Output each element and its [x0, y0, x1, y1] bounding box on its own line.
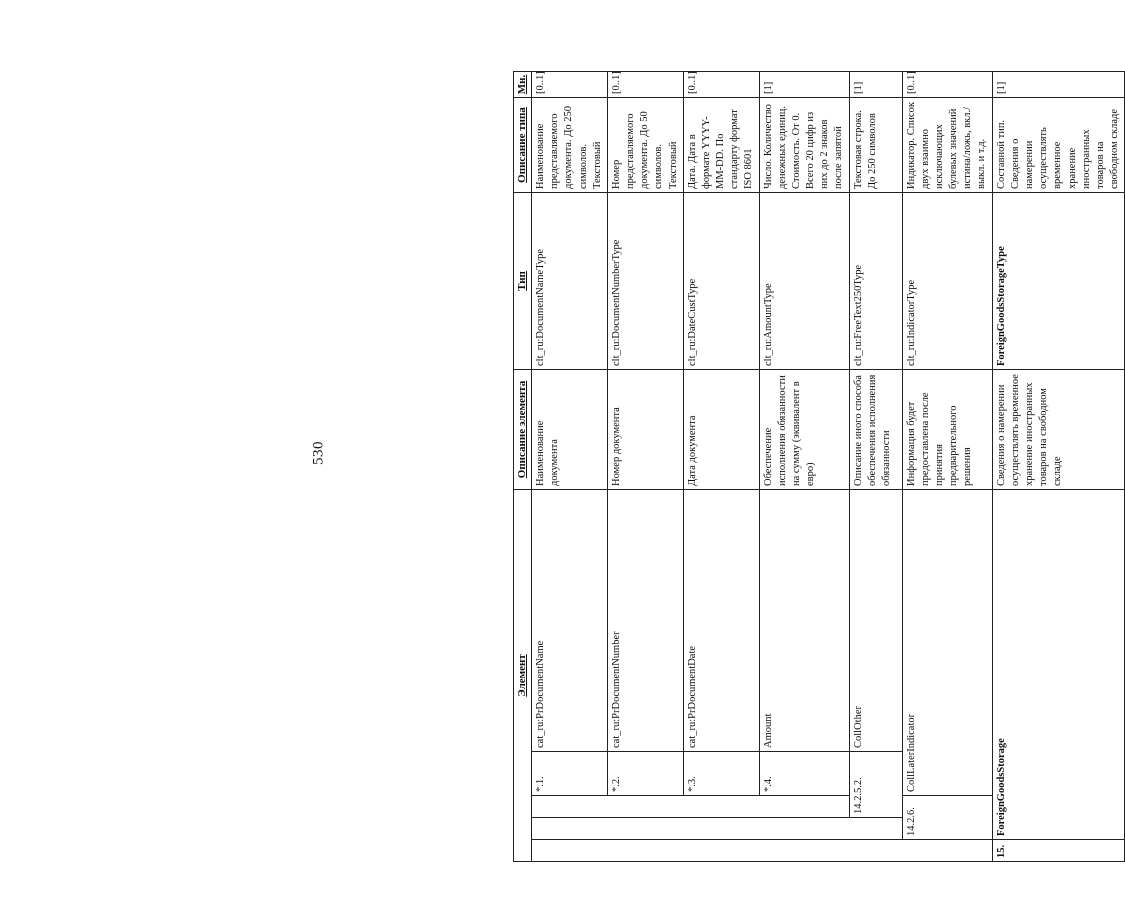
table-row	[992, 72, 1125, 862]
element-name: cat_ru:PrDocumentName	[532, 490, 608, 752]
type-description: Текстовая строка. До 250 символов	[849, 98, 902, 193]
multiplicity: [1]	[849, 72, 902, 98]
row-number: 14.2.6.	[902, 796, 992, 840]
element-description: Номер документа	[607, 370, 683, 490]
element-name: CollOther	[849, 490, 902, 752]
header-type-description: Описание типа	[514, 98, 532, 193]
element-name: ForeignGoodsStorage	[992, 490, 1125, 840]
element-description: Информация будет предоставлена после принятия предварительного решения	[902, 370, 992, 490]
multiplicity: [0..1]	[683, 72, 759, 98]
indent-cell	[532, 840, 608, 862]
type-description: Число. Количество денежных единиц. Стоимость. От 0. Всего 20 цифр из них до 2 знаков после запятой	[759, 98, 849, 193]
table-row	[683, 72, 759, 862]
element-description: Сведения о намерении осуществлять временное хранение иностранных товаров на свободном складе	[992, 370, 1125, 490]
table-header-row	[514, 72, 532, 862]
element-name: CollLaterIndicator	[902, 490, 992, 796]
table-row	[607, 72, 683, 862]
indent-cell	[683, 818, 759, 840]
row-number: *.4.	[759, 752, 849, 796]
header-multiplicity: Мн.	[514, 72, 532, 98]
element-type: clt_ru:DateCustType	[683, 193, 759, 370]
header-element: Элемент	[514, 490, 532, 862]
indent-cell	[902, 840, 992, 862]
indent-cell	[532, 796, 608, 818]
type-description: Дата. Дата в формате YYYY-MM-DD. По стандарту формат ISO 8601	[683, 98, 759, 193]
multiplicity: [1]	[992, 72, 1125, 98]
row-number: *.2.	[607, 752, 683, 796]
table-row	[849, 72, 902, 862]
row-number: 14.2.5.2.	[849, 752, 902, 818]
indent-cell	[759, 818, 849, 840]
indent-cell	[683, 840, 759, 862]
multiplicity: [0..1]	[607, 72, 683, 98]
multiplicity: [1]	[759, 72, 849, 98]
element-name: cat_ru:PrDocumentDate	[683, 490, 759, 752]
multiplicity: [0..1]	[532, 72, 608, 98]
indent-cell	[759, 840, 849, 862]
indent-cell	[849, 840, 902, 862]
rotated-table-container	[513, 71, 1121, 862]
element-type: ForeignGoodsStorageType	[992, 193, 1125, 370]
indent-cell	[607, 840, 683, 862]
indent-cell	[607, 796, 683, 818]
element-description: Дата документа	[683, 370, 759, 490]
indent-cell	[759, 796, 849, 818]
element-description: Описание иного способа обеспечения исполнения обязанности	[849, 370, 902, 490]
indent-cell	[532, 818, 608, 840]
header-type: Тип	[514, 193, 532, 370]
element-name: cat_ru:PrDocumentNumber	[607, 490, 683, 752]
indent-cell	[607, 818, 683, 840]
element-description: Наименование документа	[532, 370, 608, 490]
table-row	[759, 72, 849, 862]
element-type: clt_ru:AmountType	[759, 193, 849, 370]
element-type: clt_ru:IndicatorType	[902, 193, 992, 370]
indent-cell	[683, 796, 759, 818]
table-row	[532, 72, 608, 862]
multiplicity: [0..1]	[902, 72, 992, 98]
header-element-description: Описание элемента	[514, 370, 532, 490]
row-number: 15.	[992, 840, 1125, 862]
element-description: Обеспечение исполнения обязанности на сумму (эквивалент в евро)	[759, 370, 849, 490]
type-description: Составной тип. Сведения о намерении осуществлять временное хранение иностранных товаров на свободном складе	[992, 98, 1125, 193]
row-number: *.3.	[683, 752, 759, 796]
element-type: clt_ru:DocumentNumberType	[607, 193, 683, 370]
element-name: Amount	[759, 490, 849, 752]
page-number: 530	[310, 441, 327, 465]
element-type: clt_ru:DocumentNameType	[532, 193, 608, 370]
type-description: Номер представляемого документа. До 50 символов. Текстовый	[607, 98, 683, 193]
type-description: Наименование представляемого документа. До 250 символов. Текстовый	[532, 98, 608, 193]
row-number: *.1.	[532, 752, 608, 796]
element-type: clt_ru:FreeText250Type	[849, 193, 902, 370]
element-table	[513, 71, 1125, 862]
table-row	[902, 72, 992, 862]
indent-cell	[849, 818, 902, 840]
type-description: Индикатор. Список двух взаимно исключающих булевых значений истина/ложь, вкл./выкл. и т.д.	[902, 98, 992, 193]
